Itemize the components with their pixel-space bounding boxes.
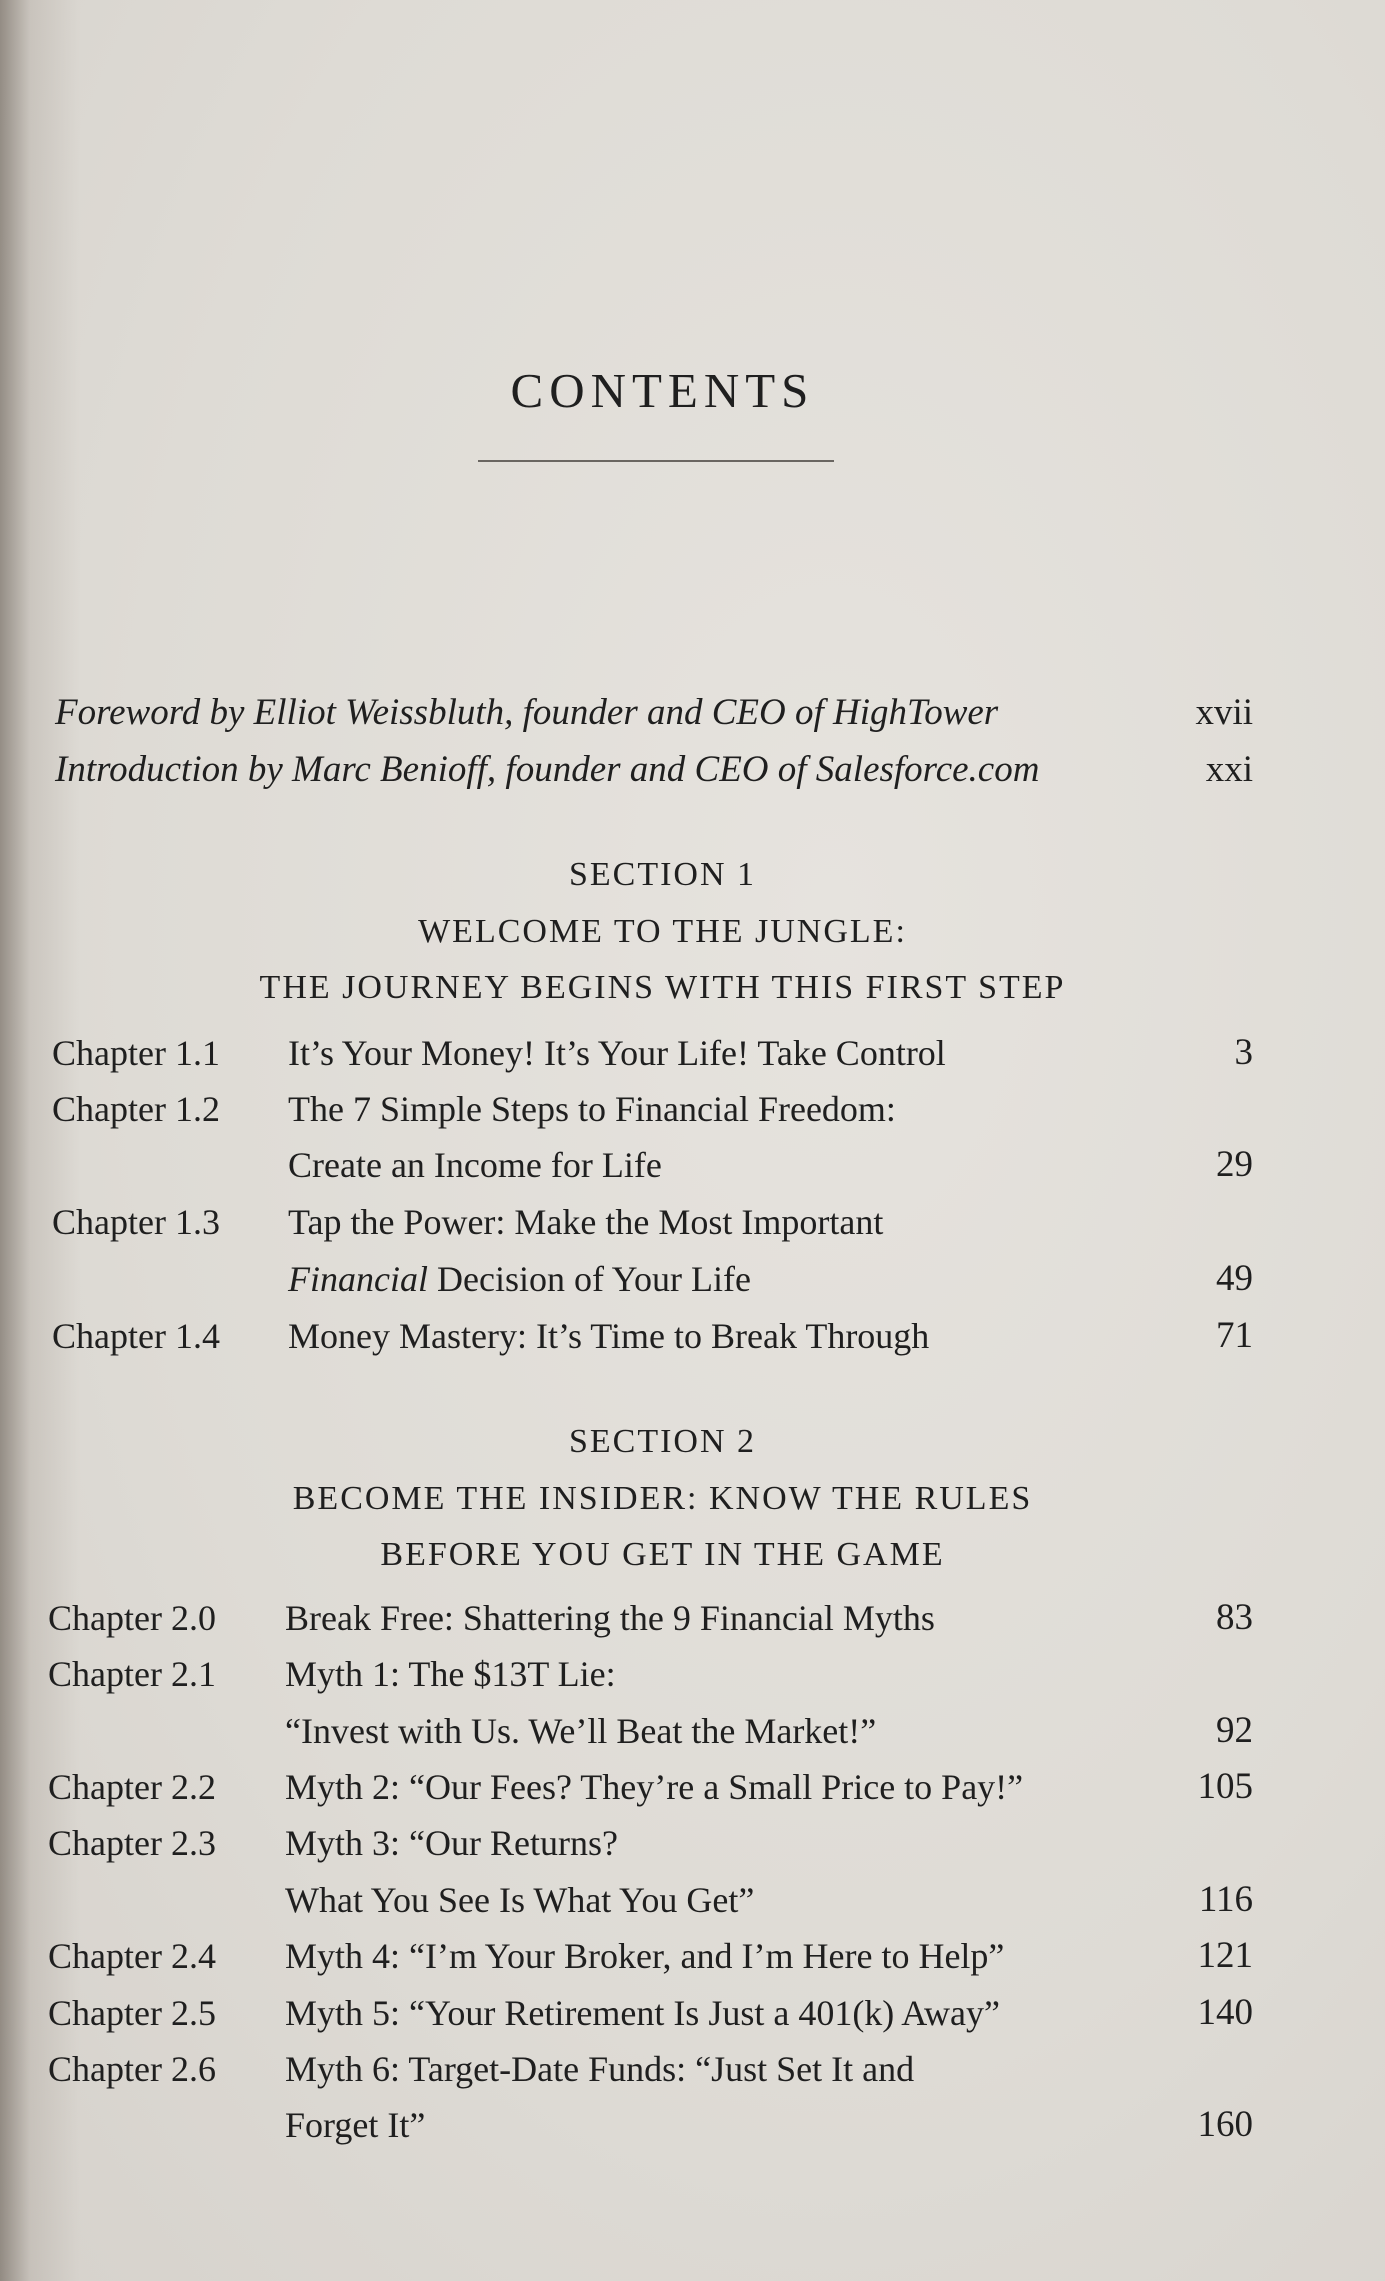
chapter-page: 71 [1216, 1315, 1253, 1356]
chapter-label: Chapter 1.4 [52, 1316, 220, 1356]
chapter-title: Tap the Power: Make the Most Important [288, 1202, 884, 1242]
chapter-label: Chapter 2.6 [48, 2049, 216, 2089]
chapter-title: Myth 2: “Our Fees? They’re a Small Price to Pay!” [285, 1767, 1024, 1807]
chapter-label: Chapter 1.3 [52, 1202, 220, 1242]
chapter-title-continued: Forget It” [285, 2105, 426, 2145]
chapter-title-continued: “Invest with Us. We’ll Beat the Market!” [285, 1711, 877, 1751]
chapter-title-continued [288, 1254, 751, 1304]
introduction-entry: Introduction by Marc Benioff, founder and CEO of Salesforce.com [55, 749, 1040, 790]
chapter-page: 49 [1216, 1258, 1253, 1299]
title-rule [478, 460, 834, 462]
title-rest: Decision of Your Life [427, 1259, 751, 1299]
introduction-page: xxi [1205, 749, 1253, 790]
section-1-title-line-1: WELCOME TO THE JUNGLE: [418, 913, 907, 950]
chapter-page: 105 [1197, 1766, 1253, 1807]
chapter-page: 140 [1197, 1992, 1253, 2033]
chapter-title: Money Mastery: It’s Time to Break Through [288, 1316, 930, 1356]
chapter-page: 29 [1216, 1144, 1253, 1185]
section-1-label: SECTION 1 [568, 856, 757, 893]
chapter-label: Chapter 2.1 [48, 1654, 216, 1694]
chapter-title: Myth 1: The $13T Lie: [285, 1654, 616, 1694]
section-1-title-line-2: THE JOURNEY BEGINS WITH THIS FIRST STEP [259, 969, 1066, 1006]
chapter-page: 92 [1216, 1710, 1253, 1751]
italic-word: Financial [288, 1259, 428, 1299]
chapter-label: Chapter 2.2 [48, 1767, 216, 1807]
chapter-title-continued: What You See Is What You Get” [285, 1880, 755, 1920]
chapter-label: Chapter 1.2 [52, 1089, 220, 1129]
foreword-page: xvii [1195, 692, 1253, 733]
section-2-title-line-1: BECOME THE INSIDER: KNOW THE RULES [292, 1480, 1033, 1517]
page-title: CONTENTS [510, 363, 815, 418]
chapter-title-continued: Create an Income for Life [288, 1145, 662, 1185]
chapter-title: Break Free: Shattering the 9 Financial Myths [285, 1598, 935, 1638]
chapter-label: Chapter 1.1 [52, 1033, 220, 1073]
chapter-label: Chapter 2.4 [48, 1936, 216, 1976]
chapter-title: Myth 6: Target-Date Funds: “Just Set It and [285, 2049, 915, 2089]
chapter-label: Chapter 2.3 [48, 1823, 216, 1863]
chapter-title: The 7 Simple Steps to Financial Freedom: [288, 1089, 896, 1129]
chapter-page: 3 [1234, 1032, 1253, 1073]
chapter-page: 160 [1197, 2104, 1253, 2145]
chapter-title: It’s Your Money! It’s Your Life! Take Control [288, 1033, 946, 1073]
foreword-entry: Foreword by Elliot Weissbluth, founder and CEO of HighTower [55, 692, 999, 733]
chapter-page: 121 [1197, 1935, 1253, 1976]
chapter-label: Chapter 2.0 [48, 1598, 216, 1638]
chapter-title: Myth 4: “I’m Your Broker, and I’m Here to Help” [285, 1936, 1005, 1976]
chapter-title: Myth 3: “Our Returns? [285, 1823, 618, 1863]
chapter-page: 83 [1216, 1597, 1253, 1638]
section-2-label: SECTION 2 [568, 1423, 757, 1460]
chapter-title: Myth 5: “Your Retirement Is Just a 401(k) Away” [285, 1993, 1000, 2033]
section-2-title-line-2: BEFORE YOU GET IN THE GAME [380, 1536, 945, 1573]
chapter-label: Chapter 2.5 [48, 1993, 216, 2033]
chapter-page: 116 [1198, 1879, 1253, 1920]
